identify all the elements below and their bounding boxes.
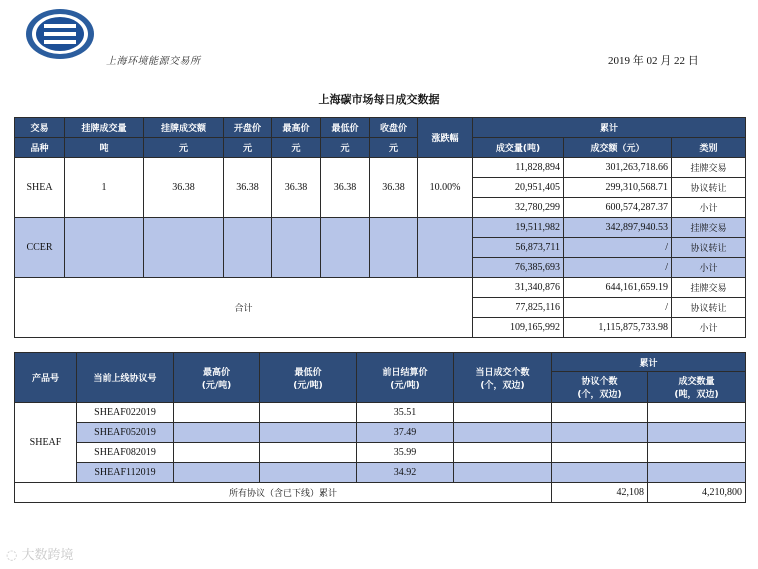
shea-volume: 1 bbox=[65, 158, 144, 218]
all-agreements-qty: 4,210,800 bbox=[648, 483, 746, 503]
header-daily-deals bbox=[454, 353, 552, 403]
ccer-amount bbox=[144, 218, 224, 278]
agreement-cum-qty bbox=[648, 443, 746, 463]
header-category: 类别 bbox=[672, 138, 746, 158]
header-product-line1: 交易 bbox=[15, 118, 65, 138]
ccer-volume bbox=[65, 218, 144, 278]
header-unit-yuan: 元 bbox=[272, 138, 321, 158]
ccer-cum-type: 协议转让 bbox=[672, 238, 746, 258]
header-low: 最低价 bbox=[321, 118, 370, 138]
shea-cum-qty: 32,780,299 bbox=[473, 198, 564, 218]
header-product-no: 产品号 bbox=[15, 353, 77, 403]
total-cum-qty: 109,165,992 bbox=[473, 318, 564, 338]
header-agreement-count bbox=[552, 372, 648, 403]
ccer-low bbox=[321, 218, 370, 278]
header-deal-quantity-unit: (吨，双边) bbox=[674, 390, 719, 400]
header-agreement-count-label: 协议个数 bbox=[581, 377, 618, 387]
header-cum-amount: 成交额（元） bbox=[564, 138, 672, 158]
header-high-price bbox=[174, 353, 260, 403]
agreement-no: SHEAF112019 bbox=[77, 463, 174, 483]
total-label: 合计 bbox=[15, 278, 473, 338]
header-listed-volume: 挂牌成交量 bbox=[65, 118, 144, 138]
ccer-cum-qty: 76,385,693 bbox=[473, 258, 564, 278]
ccer-cum-type: 小计 bbox=[672, 258, 746, 278]
all-agreements-total-label: 所有协议（含已下线）累计 bbox=[15, 483, 552, 503]
ccer-cum-type: 挂牌交易 bbox=[672, 218, 746, 238]
header-unit-yuan: 元 bbox=[321, 138, 370, 158]
agreement-cum-count bbox=[552, 443, 648, 463]
total-cum-qty: 77,825,116 bbox=[473, 298, 564, 318]
ccer-change bbox=[418, 218, 473, 278]
page-title: 上海碳市场每日成交数据 bbox=[318, 93, 440, 106]
agreement-deals bbox=[454, 403, 552, 423]
shea-cum-type: 协议转让 bbox=[672, 178, 746, 198]
agreement-high bbox=[174, 423, 260, 443]
agreement-deals bbox=[454, 443, 552, 463]
header-unit-yuan: 元 bbox=[370, 138, 418, 158]
daily-trading-table bbox=[14, 117, 746, 338]
header-daily-deals-label: 当日成交个数 bbox=[475, 367, 530, 378]
agreement-cum-qty bbox=[648, 423, 746, 443]
total-cum-amt: 1,115,875,733.98 bbox=[564, 318, 672, 338]
header-low-price bbox=[260, 353, 357, 403]
report-date: 2019 年 02 月 22 日 bbox=[608, 55, 699, 67]
shea-cum-amt: 299,310,568.71 bbox=[564, 178, 672, 198]
total-cum-type: 协议转让 bbox=[672, 298, 746, 318]
agreement-cum-count bbox=[552, 463, 648, 483]
header-deal-quantity-label: 成交数量 bbox=[678, 377, 715, 387]
agreement-low bbox=[260, 463, 357, 483]
agreement-deals bbox=[454, 423, 552, 443]
agreement-cum-qty bbox=[648, 463, 746, 483]
shea-cum-type: 小计 bbox=[672, 198, 746, 218]
total-cum-amt: 644,161,659.19 bbox=[564, 278, 672, 298]
ccer-cum-amt: / bbox=[564, 238, 672, 258]
product-ccer: CCER bbox=[15, 218, 65, 278]
shea-high: 36.38 bbox=[272, 158, 321, 218]
ccer-cum-amt: 342,897,940.53 bbox=[564, 218, 672, 238]
watermark-icon: ◌ bbox=[6, 548, 18, 563]
agreement-low bbox=[260, 423, 357, 443]
exchange-logo bbox=[24, 8, 96, 60]
logo-text: 上海环境能源交易所 bbox=[106, 56, 201, 67]
header-change: 涨跌幅 bbox=[418, 118, 473, 158]
agreement-high bbox=[174, 443, 260, 463]
header-unit-yuan: 元 bbox=[224, 138, 272, 158]
header-unit-ton: 吨 bbox=[65, 138, 144, 158]
ccer-cum-qty: 19,511,982 bbox=[473, 218, 564, 238]
shea-cum-qty: 20,951,405 bbox=[473, 178, 564, 198]
agreement-low bbox=[260, 403, 357, 423]
header-high-price-unit: (元/吨) bbox=[201, 380, 232, 391]
agreement-settle: 35.51 bbox=[357, 403, 454, 423]
total-cum-amt: / bbox=[564, 298, 672, 318]
header-daily-deals-unit: (个，双边) bbox=[480, 380, 525, 391]
shea-cum-amt: 301,263,718.66 bbox=[564, 158, 672, 178]
header-settle-price-unit: (元/吨) bbox=[390, 380, 420, 391]
header-listed-amount: 挂牌成交额 bbox=[144, 118, 224, 138]
ccer-close bbox=[370, 218, 418, 278]
shea-change: 10.00% bbox=[418, 158, 473, 218]
header-high: 最高价 bbox=[272, 118, 321, 138]
agreement-deals bbox=[454, 463, 552, 483]
all-agreements-count: 42,108 bbox=[552, 483, 648, 503]
header-high-price-label: 最高价 bbox=[202, 367, 230, 378]
total-cum-qty: 31,340,876 bbox=[473, 278, 564, 298]
ccer-high bbox=[272, 218, 321, 278]
header-agreement-no: 当前上线协议号 bbox=[77, 353, 174, 403]
total-cum-type: 挂牌交易 bbox=[672, 278, 746, 298]
watermark-text: 大数跨境 bbox=[21, 548, 74, 563]
futures-agreement-table bbox=[14, 352, 746, 503]
agreement-settle: 35.99 bbox=[357, 443, 454, 463]
header-settle-price bbox=[357, 353, 454, 403]
header-deal-quantity bbox=[648, 372, 746, 403]
product-shea: SHEA bbox=[15, 158, 65, 218]
header-low-price-label: 最低价 bbox=[294, 367, 322, 378]
shea-cum-amt: 600,574,287.37 bbox=[564, 198, 672, 218]
agreement-low bbox=[260, 443, 357, 463]
header-open: 开盘价 bbox=[224, 118, 272, 138]
agreement-high bbox=[174, 403, 260, 423]
shea-low: 36.38 bbox=[321, 158, 370, 218]
shea-cum-qty: 11,828,894 bbox=[473, 158, 564, 178]
shea-open: 36.38 bbox=[224, 158, 272, 218]
total-cum-type: 小计 bbox=[672, 318, 746, 338]
header-unit-yuan: 元 bbox=[144, 138, 224, 158]
product-sheaf: SHEAF bbox=[15, 403, 77, 483]
agreement-no: SHEAF082019 bbox=[77, 443, 174, 463]
header-low-price-unit: (元/吨) bbox=[293, 380, 323, 391]
header-cumulative: 累计 bbox=[552, 353, 746, 372]
ccer-open bbox=[224, 218, 272, 278]
agreement-settle: 37.49 bbox=[357, 423, 454, 443]
agreement-cum-count bbox=[552, 403, 648, 423]
shea-cum-type: 挂牌交易 bbox=[672, 158, 746, 178]
agreement-high bbox=[174, 463, 260, 483]
ccer-cum-qty: 56,873,711 bbox=[473, 238, 564, 258]
header-cumulative: 累计 bbox=[473, 118, 746, 138]
header-cum-volume: 成交量(吨) bbox=[473, 138, 564, 158]
agreement-no: SHEAF052019 bbox=[77, 423, 174, 443]
header-product-line2: 品种 bbox=[15, 138, 65, 158]
agreement-cum-qty bbox=[648, 403, 746, 423]
watermark bbox=[6, 544, 74, 563]
header-agreement-count-unit: (个，双边) bbox=[577, 390, 622, 400]
agreement-no: SHEAF022019 bbox=[77, 403, 174, 423]
shea-amount: 36.38 bbox=[144, 158, 224, 218]
shea-close: 36.38 bbox=[370, 158, 418, 218]
ccer-cum-amt: / bbox=[564, 258, 672, 278]
agreement-settle: 34.92 bbox=[357, 463, 454, 483]
header-settle-price-label: 前日结算价 bbox=[382, 367, 428, 378]
agreement-cum-count bbox=[552, 423, 648, 443]
header-close: 收盘价 bbox=[370, 118, 418, 138]
